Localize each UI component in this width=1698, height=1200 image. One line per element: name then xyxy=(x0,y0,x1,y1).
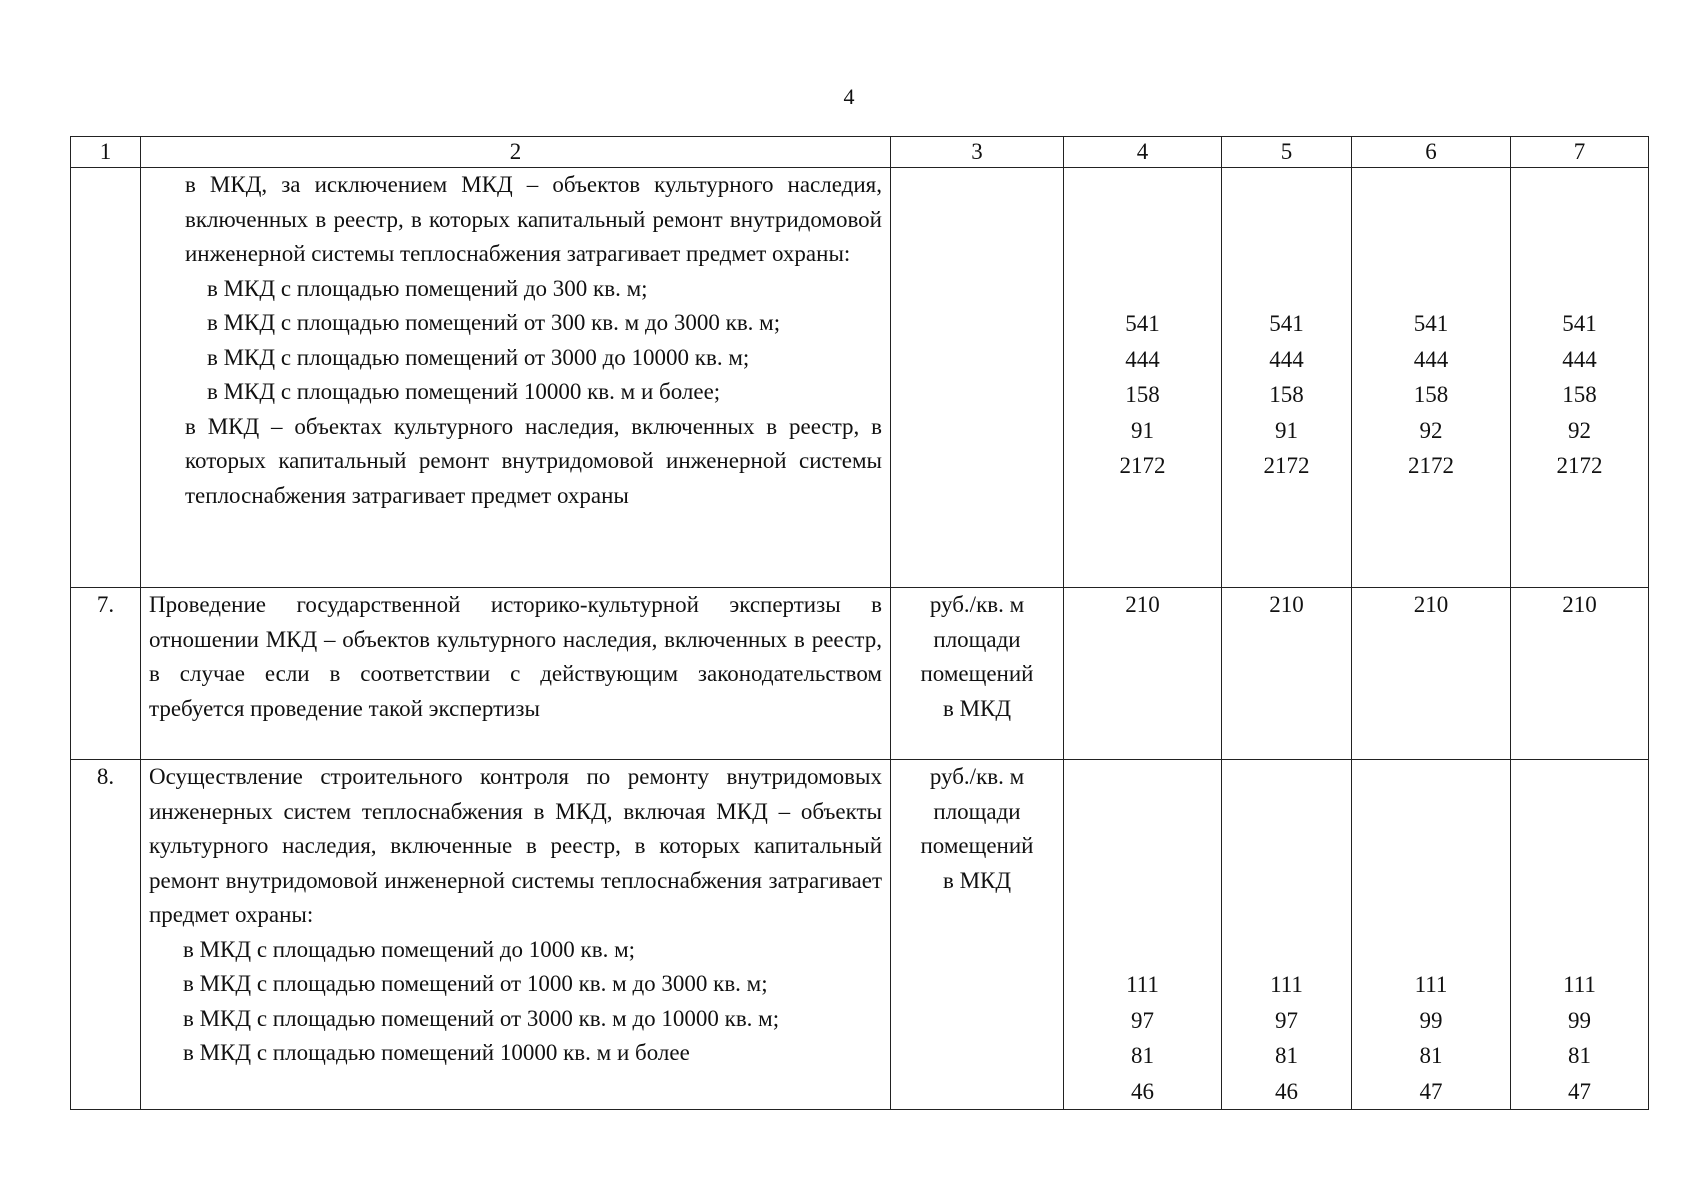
value-cell xyxy=(1511,168,1649,588)
row-intro-text: в МКД, за исключением МКД – объектов культурного наследия, включенных в реестр, в которых капитальный ремонт внутридомовой инженерной системы теплоснабжения затрагивает предмет охраны: xyxy=(185,172,882,266)
value: 541 xyxy=(1413,311,1449,336)
unit-text: помещений xyxy=(920,661,1034,686)
value-cell xyxy=(1352,168,1511,588)
value: 92 xyxy=(1419,417,1443,443)
unit-text: в МКД xyxy=(942,867,1012,893)
value: 111 xyxy=(1270,972,1303,997)
value: 99 xyxy=(1568,1007,1591,1033)
list-item: в МКД с площадью помещений от 1000 кв. м до 3000 кв. м; xyxy=(183,971,768,996)
list-item: в МКД с площадью помещений от 300 кв. м до 3000 кв. м; xyxy=(207,310,781,335)
row-number-cell xyxy=(71,168,141,588)
value-cell: 210 xyxy=(1511,588,1649,760)
description-cell: Проведение государственной историко-культурной экспертизы в отношении МКД – объектов культурного наследия, включенных в реестр, в случае если в соответствии с действующим законодательством требуется проведение такой экспертизы xyxy=(141,588,891,760)
list-item: в МКД с площадью помещений 10000 кв. м и более xyxy=(183,1040,690,1065)
header-cell: 5 xyxy=(1222,137,1352,168)
value: 47 xyxy=(1568,1078,1591,1104)
value: 541 xyxy=(1125,311,1160,336)
value: 99 xyxy=(1419,1007,1443,1033)
value: 111 xyxy=(1563,972,1596,997)
unit-cell xyxy=(891,168,1064,588)
description-cell xyxy=(141,168,891,588)
header-cell: 4 xyxy=(1064,137,1222,168)
page-number: 4 xyxy=(843,84,855,109)
tariff-table xyxy=(70,136,1649,1110)
header-cell: 2 xyxy=(141,137,891,168)
table-row xyxy=(71,168,1649,588)
value: 111 xyxy=(1414,972,1448,997)
value: 91 xyxy=(1131,417,1154,443)
value-cell xyxy=(1511,760,1649,1110)
header-cell: 7 xyxy=(1511,137,1649,168)
row-number-cell: 7. xyxy=(71,588,141,760)
list-item: в МКД с площадью помещений от 3000 до 10000 кв. м; xyxy=(207,344,750,370)
header-cell: 3 xyxy=(891,137,1064,168)
unit-text: руб./кв. м xyxy=(929,592,1025,617)
unit-cell xyxy=(891,588,1064,760)
value: 158 xyxy=(1269,382,1304,407)
description-cell xyxy=(141,760,891,1110)
value: 97 xyxy=(1131,1007,1154,1033)
value: 158 xyxy=(1125,382,1160,407)
value: 2172 xyxy=(1408,453,1454,478)
unit-text: в МКД xyxy=(942,695,1012,721)
value: 46 xyxy=(1275,1078,1298,1104)
value: 158 xyxy=(1413,382,1449,407)
value: 46 xyxy=(1131,1078,1154,1104)
value: 444 xyxy=(1562,346,1597,372)
value: 444 xyxy=(1125,346,1160,372)
value: 111 xyxy=(1126,972,1159,997)
value-cell xyxy=(1222,760,1352,1110)
value: 81 xyxy=(1568,1043,1591,1068)
value: 541 xyxy=(1562,311,1597,336)
value: 158 xyxy=(1562,382,1597,407)
value-cell: 210 xyxy=(1064,588,1222,760)
unit-text: площади xyxy=(933,626,1021,652)
row-last-text: в МКД – объектах культурного наследия, включенных в реестр, в которых капитальный ремонт внутридомовой инженерной системы теплоснабжения затрагивает предмет охраны xyxy=(185,413,882,508)
value: 444 xyxy=(1413,346,1449,372)
row-intro-text: Осуществление строительного контроля по ремонту внутридомовых инженерных систем теплоснабжения в МКД, включая МКД – объекты культурного наследия, включенные в реестр, в которых капитальный ремонт внутридомовой инженерной системы теплоснабжения затрагивает предмет охраны: xyxy=(149,764,882,927)
list-item: в МКД с площадью помещений до 1000 кв. м; xyxy=(183,936,636,962)
value: 91 xyxy=(1275,417,1298,443)
value-cell: 210 xyxy=(1352,588,1511,760)
value: 47 xyxy=(1419,1078,1443,1104)
header-cell: 6 xyxy=(1352,137,1511,168)
row-number-cell: 8. xyxy=(71,760,141,1110)
header-row xyxy=(71,137,1649,168)
table-row xyxy=(71,760,1649,1110)
unit-text: площади xyxy=(933,798,1021,824)
list-item: в МКД с площадью помещений 10000 кв. м и более; xyxy=(207,379,721,404)
list-item: в МКД с площадью помещений до 300 кв. м; xyxy=(207,275,648,301)
value: 444 xyxy=(1269,346,1304,372)
value-cell: 210 xyxy=(1222,588,1352,760)
table-row xyxy=(71,588,1649,760)
value: 81 xyxy=(1131,1043,1154,1068)
value-cell xyxy=(1222,168,1352,588)
value: 541 xyxy=(1269,311,1304,336)
unit-cell xyxy=(891,760,1064,1110)
value-cell xyxy=(1064,168,1222,588)
value: 92 xyxy=(1568,417,1591,443)
list-item: в МКД с площадью помещений от 3000 кв. м до 10000 кв. м; xyxy=(183,1005,780,1031)
value: 81 xyxy=(1419,1043,1443,1068)
unit-text: руб./кв. м xyxy=(929,764,1025,789)
value: 2172 xyxy=(1119,453,1166,478)
value: 2172 xyxy=(1556,453,1603,478)
value: 2172 xyxy=(1263,453,1310,478)
value: 81 xyxy=(1275,1043,1298,1068)
unit-text: помещений xyxy=(920,833,1034,858)
value: 97 xyxy=(1275,1007,1298,1033)
value-cell xyxy=(1064,760,1222,1110)
value-cell xyxy=(1352,760,1511,1110)
header-cell: 1 xyxy=(71,137,141,168)
